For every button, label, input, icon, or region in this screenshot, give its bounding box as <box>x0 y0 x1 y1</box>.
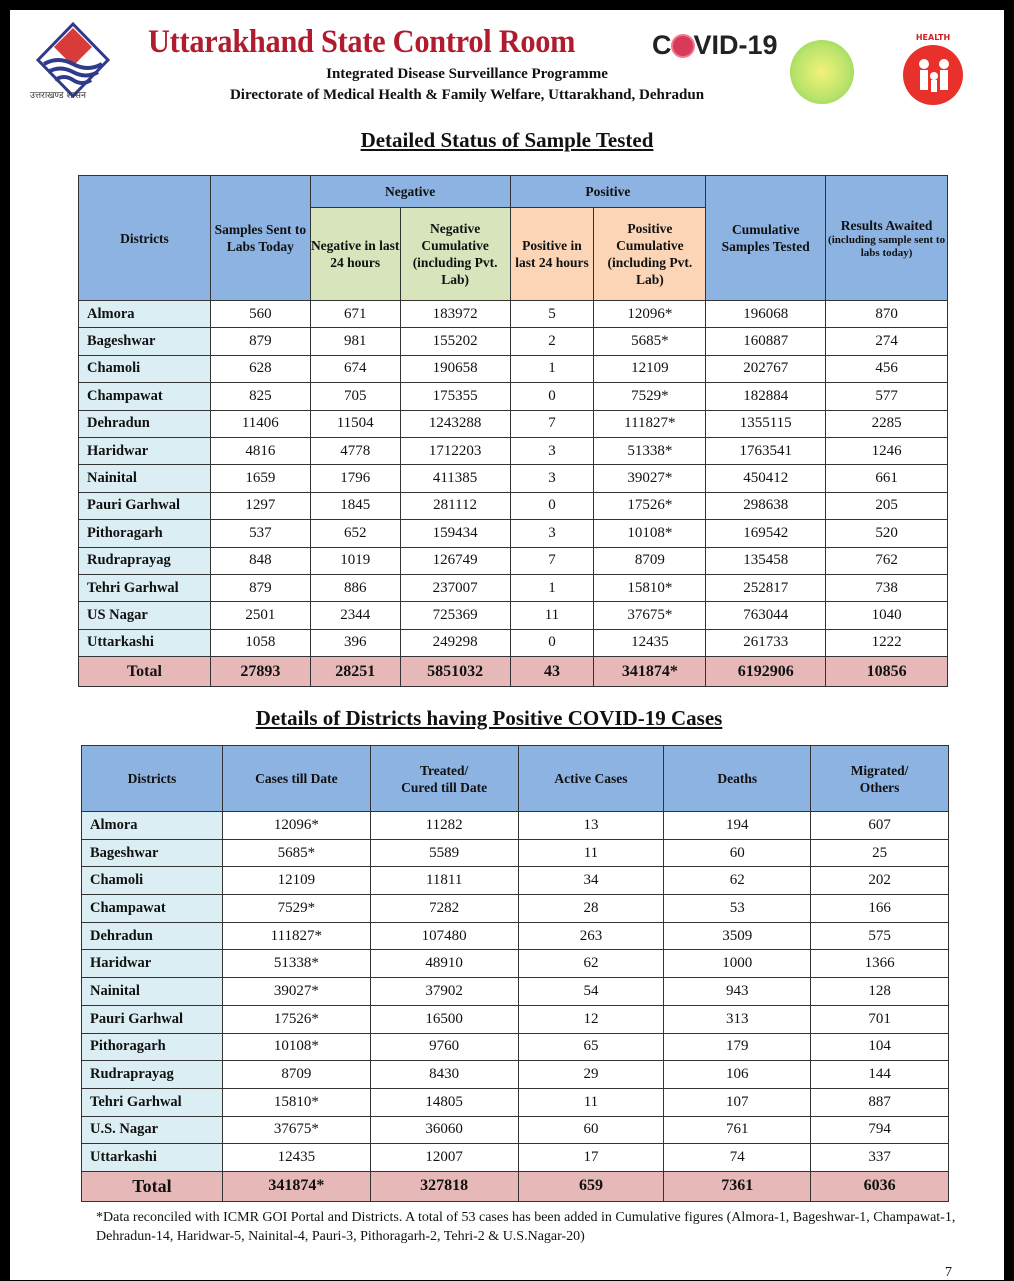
cell: 183972 <box>400 301 510 328</box>
col-results-awaited <box>826 176 948 301</box>
cell: 37675* <box>222 1116 370 1144</box>
cell: 106 <box>664 1061 811 1089</box>
cell: 7361 <box>664 1171 811 1201</box>
cell: 111827* <box>222 922 370 950</box>
cell: 51338* <box>222 950 370 978</box>
table-row <box>82 950 949 978</box>
covid-label-c: C <box>652 30 672 60</box>
cell: U.S. Nagar <box>82 1116 223 1144</box>
cell: 126749 <box>400 547 510 574</box>
cell: 159434 <box>400 520 510 547</box>
cell: Total <box>79 657 211 687</box>
cell: 16500 <box>370 1005 518 1033</box>
cell: 1712203 <box>400 437 510 464</box>
cell: 560 <box>210 301 310 328</box>
cell: 62 <box>664 867 811 895</box>
cell: 762 <box>826 547 948 574</box>
cell: 1796 <box>310 465 400 492</box>
cell: 313 <box>664 1005 811 1033</box>
cell: 450412 <box>706 465 826 492</box>
cell: 12435 <box>594 629 706 656</box>
cell: 6036 <box>811 1171 949 1201</box>
cell: 12007 <box>370 1144 518 1172</box>
col-cumulative-tested: Cumulative Samples Tested <box>706 176 826 301</box>
total-row <box>79 657 948 687</box>
table-row <box>79 574 948 601</box>
cell: 60 <box>664 839 811 867</box>
subtitle-programme <box>10 66 1004 83</box>
cell: Bageshwar <box>82 839 223 867</box>
col-positive-cumulative: Positive Cumulative (including Pvt. Lab) <box>594 208 706 301</box>
table-row <box>82 1033 949 1061</box>
cell: 1222 <box>826 629 948 656</box>
table-row <box>82 978 949 1006</box>
cell: 128 <box>811 978 949 1006</box>
cell: 28 <box>518 895 664 923</box>
cell: Haridwar <box>82 950 223 978</box>
cell: 0 <box>510 383 594 410</box>
cell: 10108* <box>222 1033 370 1061</box>
cell: 1763541 <box>706 437 826 464</box>
cell: 537 <box>210 520 310 547</box>
cell: 705 <box>310 383 400 410</box>
cell: 190658 <box>400 355 510 382</box>
cell: 396 <box>310 629 400 656</box>
samples-table <box>78 175 948 687</box>
col-treated-cured <box>370 746 518 812</box>
cell: 794 <box>811 1116 949 1144</box>
col-migrated-others <box>811 746 949 812</box>
cell: 107480 <box>370 922 518 950</box>
cell: Chamoli <box>82 867 223 895</box>
cell: 4778 <box>310 437 400 464</box>
cell: Nainital <box>79 465 211 492</box>
cell: 2501 <box>210 602 310 629</box>
samples-section-title: Detailed Status of Sample Tested <box>360 128 654 152</box>
table-row <box>79 410 948 437</box>
cell: 182884 <box>706 383 826 410</box>
cell: Dehradun <box>82 922 223 950</box>
cell: 166 <box>811 895 949 923</box>
cell: 738 <box>826 574 948 601</box>
cell: 17 <box>518 1144 664 1172</box>
cell: 825 <box>210 383 310 410</box>
table-row <box>82 1005 949 1033</box>
cell: 652 <box>310 520 400 547</box>
cell: 520 <box>826 520 948 547</box>
cell: Tehri Garhwal <box>79 574 211 601</box>
table-row <box>79 355 948 382</box>
table-row <box>82 1116 949 1144</box>
document-page <box>10 10 1004 1280</box>
cell: 7 <box>510 410 594 437</box>
others-label: Others <box>859 779 900 795</box>
cell: 981 <box>310 328 400 355</box>
cell: 104 <box>811 1033 949 1061</box>
cell: 1040 <box>826 602 948 629</box>
page-title: Uttarakhand State Control Room <box>148 24 576 60</box>
cell: 12096* <box>222 812 370 840</box>
cell: 15810* <box>594 574 706 601</box>
cases-table <box>81 745 949 1202</box>
cell: 8430 <box>370 1061 518 1089</box>
table-row <box>79 492 948 519</box>
cell: Total <box>82 1171 223 1201</box>
cell: 6192906 <box>706 657 826 687</box>
table-row <box>79 547 948 574</box>
cell: 135458 <box>706 547 826 574</box>
cell: 870 <box>826 301 948 328</box>
cell: 37902 <box>370 978 518 1006</box>
migrated-label: Migrated/ <box>850 762 909 778</box>
col-districts: Districts <box>82 746 223 812</box>
cell: 1355115 <box>706 410 826 437</box>
cell: Almora <box>79 301 211 328</box>
cell: 28251 <box>310 657 400 687</box>
cell: 2 <box>510 328 594 355</box>
cell: 36060 <box>370 1116 518 1144</box>
cell: 62 <box>518 950 664 978</box>
cell: 298638 <box>706 492 826 519</box>
cell: 607 <box>811 812 949 840</box>
cell: 887 <box>811 1088 949 1116</box>
page-number: 7 <box>945 1265 952 1280</box>
subtitle-programme-text: Integrated Disease Surveillance Programme <box>326 66 608 82</box>
cell: Pauri Garhwal <box>79 492 211 519</box>
cell: 1019 <box>310 547 400 574</box>
table-row <box>82 812 949 840</box>
cell: Haridwar <box>79 437 211 464</box>
cell: 37675* <box>594 602 706 629</box>
cell: 169542 <box>706 520 826 547</box>
subtitle-directorate <box>10 87 1004 104</box>
cell: 886 <box>310 574 400 601</box>
cell: 763044 <box>706 602 826 629</box>
cell: 7 <box>510 547 594 574</box>
cell: Uttarkashi <box>82 1144 223 1172</box>
cell: 261733 <box>706 629 826 656</box>
cell: 3 <box>510 437 594 464</box>
table-row <box>82 1144 949 1172</box>
col-positive-24h: Positive in last 24 hours <box>510 208 594 301</box>
cell: 43 <box>510 657 594 687</box>
cell: 202 <box>811 867 949 895</box>
logo-caption: उत्तराखण्ड शासन <box>30 91 87 101</box>
table-row <box>79 437 948 464</box>
cell: 456 <box>826 355 948 382</box>
cell: Almora <box>82 812 223 840</box>
samples-body <box>79 301 948 687</box>
cases-section-title: Details of Districts having Positive COVID-19 Cases <box>255 706 723 730</box>
cell: 8709 <box>222 1061 370 1089</box>
table-row <box>79 520 948 547</box>
col-cases-till-date: Cases till Date <box>222 746 370 812</box>
cell: 8709 <box>594 547 706 574</box>
cell: 659 <box>518 1171 664 1201</box>
cell: 12109 <box>594 355 706 382</box>
cell: 661 <box>826 465 948 492</box>
cell: 1246 <box>826 437 948 464</box>
cell: 575 <box>811 922 949 950</box>
cell: 11406 <box>210 410 310 437</box>
table-row <box>82 1061 949 1089</box>
cell: 5685* <box>222 839 370 867</box>
cell: 577 <box>826 383 948 410</box>
cell: 15810* <box>222 1088 370 1116</box>
table-row <box>82 839 949 867</box>
cell: 1058 <box>210 629 310 656</box>
cell: 5 <box>510 301 594 328</box>
cell: 725369 <box>400 602 510 629</box>
cell: 3509 <box>664 922 811 950</box>
cell: 701 <box>811 1005 949 1033</box>
document-header <box>10 10 1004 130</box>
cell: 879 <box>210 328 310 355</box>
idsp-logo-icon <box>790 40 854 104</box>
treated-label: Treated/ <box>420 762 469 778</box>
footnote: *Data reconciled with ICMR GOI Portal and Districts. A total of 53 cases has been added in Cumulative figures (Almora-1, Bageshwar-1, Champawat-1, Dehradun-14, Haridwar-5, Nainital-4, Pauri-3, Pithoragarh-2, Tehri-2 & U.S.Nagar-20) <box>96 1210 956 1244</box>
cell: 48910 <box>370 950 518 978</box>
cell: 29 <box>518 1061 664 1089</box>
cell: 12096* <box>594 301 706 328</box>
cell: 27893 <box>210 657 310 687</box>
cell: 1366 <box>811 950 949 978</box>
cell: 13 <box>518 812 664 840</box>
cell: 249298 <box>400 629 510 656</box>
col-negative-cumulative: Negative Cumulative (including Pvt. Lab) <box>400 208 510 301</box>
cell: Pithoragarh <box>82 1033 223 1061</box>
cell: 34 <box>518 867 664 895</box>
cell: 628 <box>210 355 310 382</box>
cell: Pauri Garhwal <box>82 1005 223 1033</box>
cell: 1 <box>510 574 594 601</box>
cell: 111827* <box>594 410 706 437</box>
col-samples-sent: Samples Sent to Labs Today <box>210 176 310 301</box>
nhm-logo-icon <box>888 28 978 118</box>
svg-text:HEALTH: HEALTH <box>915 33 951 42</box>
cell: 53 <box>664 895 811 923</box>
cell: 341874* <box>222 1171 370 1201</box>
cell: 39027* <box>594 465 706 492</box>
table-row <box>82 1088 949 1116</box>
cell: 9760 <box>370 1033 518 1061</box>
cell: Nainital <box>82 978 223 1006</box>
cell: 1659 <box>210 465 310 492</box>
cell: 51338* <box>594 437 706 464</box>
cell: 337 <box>811 1144 949 1172</box>
cell: 761 <box>664 1116 811 1144</box>
cell: 12 <box>518 1005 664 1033</box>
total-row <box>82 1171 949 1201</box>
cell: 943 <box>664 978 811 1006</box>
col-districts: Districts <box>79 176 211 301</box>
cell: 3 <box>510 520 594 547</box>
cell: 196068 <box>706 301 826 328</box>
cell: 11282 <box>370 812 518 840</box>
subtitle-directorate-text: Directorate of Medical Health & Family Welfare, Uttarakhand, Dehradun <box>229 87 705 103</box>
cell: 674 <box>310 355 400 382</box>
cell: 25 <box>811 839 949 867</box>
cell: 11 <box>510 602 594 629</box>
cell: 1845 <box>310 492 400 519</box>
cell: Rudraprayag <box>82 1061 223 1089</box>
cell: 155202 <box>400 328 510 355</box>
cell: 671 <box>310 301 400 328</box>
table-row <box>79 301 948 328</box>
col-deaths: Deaths <box>664 746 811 812</box>
cell: 60 <box>518 1116 664 1144</box>
cell: 0 <box>510 492 594 519</box>
cell: Champawat <box>82 895 223 923</box>
cell: 10856 <box>826 657 948 687</box>
table-row <box>82 922 949 950</box>
cell: 341874* <box>594 657 706 687</box>
cell: 65 <box>518 1033 664 1061</box>
cell: Uttarkashi <box>79 629 211 656</box>
cell: 17526* <box>222 1005 370 1033</box>
cell: 202767 <box>706 355 826 382</box>
cell: 879 <box>210 574 310 601</box>
cell: 175355 <box>400 383 510 410</box>
cell: 11504 <box>310 410 400 437</box>
cell: Chamoli <box>79 355 211 382</box>
cell: 179 <box>664 1033 811 1061</box>
cell: 281112 <box>400 492 510 519</box>
cell: 10108* <box>594 520 706 547</box>
cell: 54 <box>518 978 664 1006</box>
table-row <box>79 383 948 410</box>
cell: 5851032 <box>400 657 510 687</box>
cell: 411385 <box>400 465 510 492</box>
cell: US Nagar <box>79 602 211 629</box>
group-positive: Positive <box>510 176 706 208</box>
cell: 0 <box>510 629 594 656</box>
cell: Rudraprayag <box>79 547 211 574</box>
cell: 4816 <box>210 437 310 464</box>
cell: 1000 <box>664 950 811 978</box>
table-row <box>79 602 948 629</box>
table-row <box>79 465 948 492</box>
cell: 194 <box>664 812 811 840</box>
results-awaited-label: Results Awaited <box>840 217 933 233</box>
cell: 1297 <box>210 492 310 519</box>
cell: Dehradun <box>79 410 211 437</box>
table-row <box>79 328 948 355</box>
cell: 237007 <box>400 574 510 601</box>
cell: Tehri Garhwal <box>82 1088 223 1116</box>
cell: 1243288 <box>400 410 510 437</box>
cell: 11 <box>518 839 664 867</box>
cell: 274 <box>826 328 948 355</box>
cell: 2344 <box>310 602 400 629</box>
cell: 205 <box>826 492 948 519</box>
cell: 2285 <box>826 410 948 437</box>
cell: 11811 <box>370 867 518 895</box>
cell: 5685* <box>594 328 706 355</box>
cell: 14805 <box>370 1088 518 1116</box>
cell: 252817 <box>706 574 826 601</box>
cell: 74 <box>664 1144 811 1172</box>
cell: 7282 <box>370 895 518 923</box>
cell: 1 <box>510 355 594 382</box>
cell: 12109 <box>222 867 370 895</box>
group-negative: Negative <box>310 176 510 208</box>
table-row <box>79 629 948 656</box>
virus-icon <box>673 36 693 56</box>
cell: 263 <box>518 922 664 950</box>
col-active-cases: Active Cases <box>518 746 664 812</box>
cell: 7529* <box>222 895 370 923</box>
covid-19-label <box>652 30 778 61</box>
covid-label-rest: VID-19 <box>693 30 778 60</box>
cell: 160887 <box>706 328 826 355</box>
cell: 107 <box>664 1088 811 1116</box>
col-negative-24h: Negative in last 24 hours <box>310 208 400 301</box>
cell: 39027* <box>222 978 370 1006</box>
cell: 7529* <box>594 383 706 410</box>
cell: 17526* <box>594 492 706 519</box>
cases-body <box>82 812 949 1202</box>
cell: 144 <box>811 1061 949 1089</box>
cell: 11 <box>518 1088 664 1116</box>
cell: 327818 <box>370 1171 518 1201</box>
table-row <box>82 867 949 895</box>
results-awaited-note: (including sample sent to labs today) <box>828 233 946 259</box>
cell: Bageshwar <box>79 328 211 355</box>
cell: Pithoragarh <box>79 520 211 547</box>
cell: 848 <box>210 547 310 574</box>
cell: 3 <box>510 465 594 492</box>
cell: 5589 <box>370 839 518 867</box>
cell: 12435 <box>222 1144 370 1172</box>
cell: Champawat <box>79 383 211 410</box>
cured-label: Cured till Date <box>401 779 488 795</box>
table-row <box>82 895 949 923</box>
